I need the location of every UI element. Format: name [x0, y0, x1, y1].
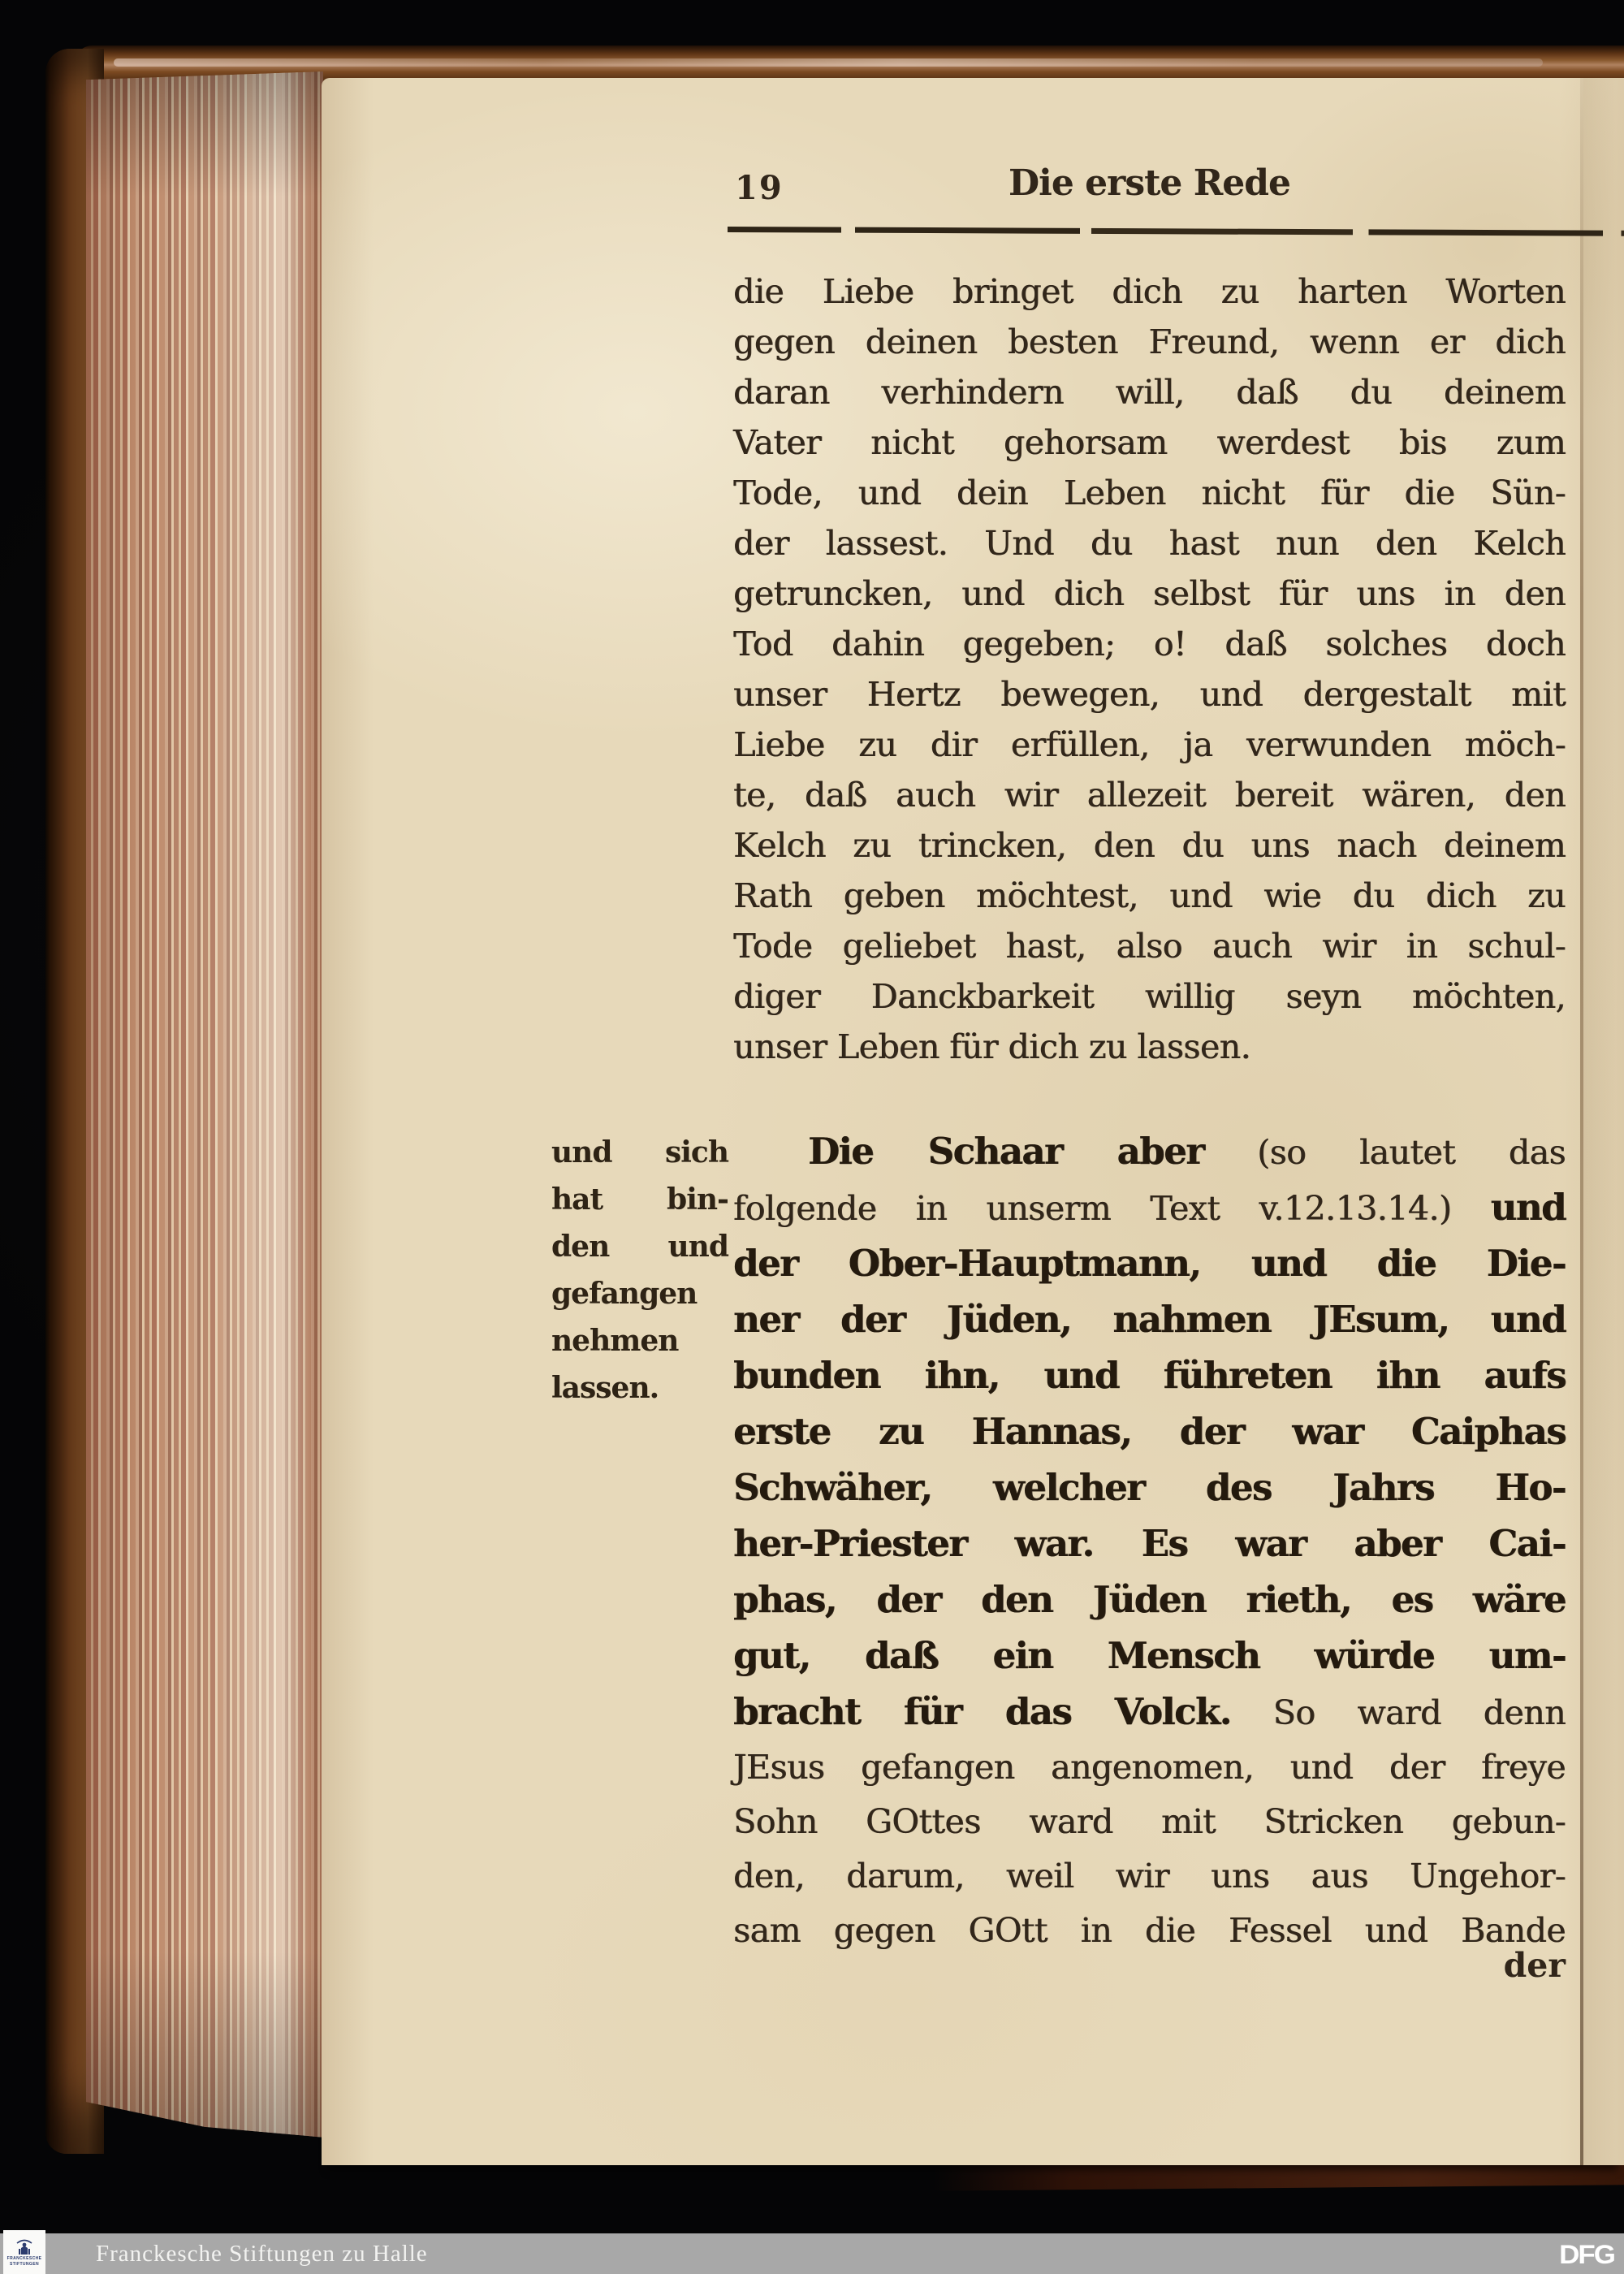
quote-text-segment: erste zu Hannas, der war Caiphas: [733, 1410, 1566, 1453]
text-line: unser Leben für dich zu lassen.: [733, 1027, 1251, 1066]
text-line: [733, 1404, 1566, 1460]
franckesche-logo-icon: [15, 2237, 33, 2255]
text-line: [733, 1460, 1566, 1516]
narrative-text-segment: sam gegen GOtt in die Fessel und Bande: [733, 1911, 1566, 1950]
dfg-logo: DFG: [1559, 2240, 1614, 2270]
book-top-edge-highlight: [114, 58, 1543, 67]
quote-text-segment: der Ober-Hauptmann, und die Die-: [733, 1242, 1566, 1285]
quote-text-segment: phas, der den Jüden rieth, es wäre: [733, 1578, 1566, 1621]
quote-text-segment: ner der Jüden, nahmen JEsum, und: [733, 1298, 1566, 1341]
text-line: [733, 1180, 1566, 1236]
text-line: Vater nicht gehorsam werdest bis zum: [733, 423, 1566, 462]
text-line: [733, 1684, 1566, 1740]
text-line: Tod dahin gegeben; o! daß solches doch: [733, 625, 1566, 664]
margin-note-line: lassen.: [551, 1371, 659, 1405]
paragraph-2: [733, 1124, 1566, 1958]
book-page: [322, 78, 1624, 2165]
margin-note: [551, 1129, 728, 1412]
text-line: Kelch zu trincken, den du uns nach deinem: [733, 826, 1566, 865]
narrative-text-segment: So ward denn: [1230, 1693, 1566, 1732]
viewer-footer-bar: [0, 2233, 1624, 2274]
quote-text-segment: gut, daß ein Mensch würde um-: [733, 1634, 1566, 1677]
paragraph-1: [733, 266, 1566, 1072]
text-line: te, daß auch wir allezeit bereit wären, den: [733, 776, 1566, 815]
margin-note-line: gefangen: [551, 1277, 698, 1311]
text-line: [733, 1795, 1566, 1849]
header-rule: [728, 227, 1624, 237]
text-line: [733, 1572, 1566, 1628]
text-line: Tode geliebet hast, also auch wir in schul-: [733, 927, 1566, 966]
quote-text-segment: bracht für das Volck.: [733, 1690, 1231, 1733]
text-line: getruncken, und dich selbst für uns in den: [733, 574, 1566, 613]
narrative-text-segment: JEsus gefangen angenomen, und der freye: [733, 1748, 1566, 1787]
text-line: [733, 1236, 1566, 1292]
page-number: 19: [735, 169, 784, 207]
margin-note-line: den und: [551, 1230, 728, 1264]
text-line: Rath geben möchtest, und wie du dich zu: [733, 876, 1566, 915]
narrative-text-segment: (so lautet das: [1203, 1133, 1566, 1172]
text-line: Liebe zu dir erfüllen, ja verwunden möch-: [733, 725, 1566, 764]
text-line: der lassest. Und du hast nun den Kelch: [733, 524, 1566, 563]
page-fore-edge-stack: [86, 71, 323, 2160]
franckesche-logo-text-line1: FRANCKESCHE: [6, 2256, 42, 2261]
quote-text-segment: her-Priester war. Es war aber Cai-: [733, 1522, 1566, 1565]
narrative-text-segment: folgende in unserm Text v.12.13.14.): [733, 1189, 1491, 1228]
quote-text-segment: und: [1490, 1186, 1566, 1229]
margin-note-line: nehmen: [551, 1324, 679, 1358]
franckesche-logo: [3, 2230, 45, 2274]
quote-text-segment: Die Schaar aber: [808, 1130, 1204, 1173]
narrative-text-segment: den, darum, weil wir uns aus Ungehor-: [733, 1857, 1566, 1896]
margin-note-line: und sich: [551, 1135, 728, 1169]
catchword: der: [1503, 1946, 1566, 1985]
text-line: [733, 1740, 1566, 1795]
text-line: [733, 1628, 1566, 1684]
text-line: daran verhindern will, daß du deinem: [733, 373, 1566, 412]
text-line: [733, 1124, 1566, 1180]
library-name: Franckesche Stiftungen zu Halle: [96, 2241, 428, 2267]
running-title: Die erste Rede: [1008, 162, 1291, 204]
narrative-text-segment: Sohn GOttes ward mit Stricken gebun-: [733, 1802, 1566, 1841]
text-line: [733, 1849, 1566, 1904]
text-line: die Liebe bringet dich zu harten Worten: [733, 272, 1566, 311]
text-line: [733, 1516, 1566, 1572]
text-line: [733, 1292, 1566, 1348]
text-line: Tode, und dein Leben nicht für die Sün-: [733, 473, 1566, 512]
page-gutter-shading: [1583, 78, 1624, 2165]
quote-text-segment: Schwäher, welcher des Jahrs Ho-: [733, 1466, 1566, 1509]
text-line: diger Danckbarkeit willig seyn möchten,: [733, 977, 1566, 1016]
text-line: gegen deinen besten Freund, wenn er dich: [733, 322, 1566, 361]
margin-note-line: hat bin-: [551, 1182, 728, 1217]
franckesche-logo-text-line2: STIFTUNGEN: [10, 2262, 39, 2267]
text-line: unser Hertz bewegen, und dergestalt mit: [733, 675, 1566, 714]
quote-text-segment: bunden ihn, und führeten ihn aufs: [733, 1354, 1566, 1397]
text-line: [733, 1348, 1566, 1404]
